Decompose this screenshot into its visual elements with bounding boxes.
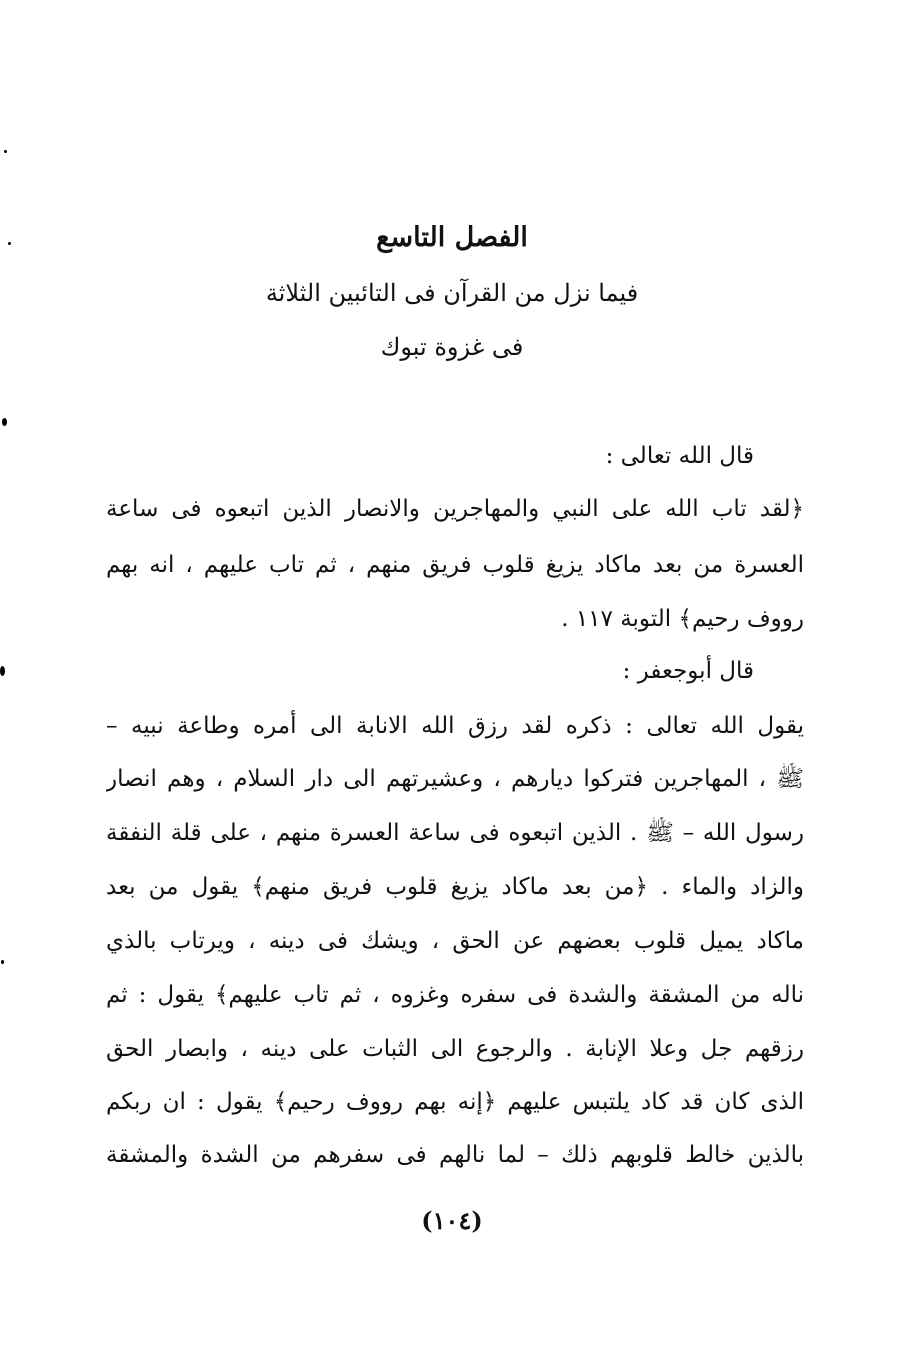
text-line: بالذين خالط قلوبهم ذلك – لما نالهم فى سفرهم من الشدة والمشقة bbox=[106, 1142, 804, 1168]
text-line: قال أبوجعفر : bbox=[622, 658, 754, 684]
text-line: ناله من المشقة والشدة فى سفره وغزوه ، ثم تاب عليهم﴾ يقول : ثم bbox=[106, 982, 804, 1008]
scan-speck bbox=[4, 150, 7, 153]
text-line: العسرة من بعد ماكاد يزيغ قلوب فريق منهم ، ثم تاب عليهم ، انه بهم bbox=[106, 552, 804, 578]
scan-speck bbox=[2, 418, 7, 426]
chapter-subtitle-line-1: فيما نزل من القرآن فى التائبين الثلاثة bbox=[265, 279, 639, 307]
text-line: رزقهم جل وعلا الإنابة . والرجوع الى الثبات على دينه ، وابصار الحق bbox=[106, 1036, 804, 1062]
scan-speck bbox=[8, 242, 11, 245]
text-line: قال الله تعالى : bbox=[605, 443, 754, 469]
text-line: يقول الله تعالى : ذكره لقد رزق الله الانابة الى أمره وطاعة نبيه – bbox=[106, 713, 804, 739]
text-line: والزاد والماء . ﴿من بعد ماكاد يزيغ قلوب فريق منهم﴾ يقول من بعد bbox=[106, 874, 804, 900]
text-line: ماكاد يميل قلوب بعضهم عن الحق ، ويشك فى دينه ، ويرتاب بالذي bbox=[106, 928, 804, 954]
text-line: رسول الله – ﷺ . الذين اتبعوه فى ساعة العسرة منهم ، على قلة النفقة bbox=[106, 820, 804, 846]
text-line: رووف رحيم﴾ التوبة ١١٧ . bbox=[561, 606, 804, 632]
scan-speck bbox=[0, 666, 5, 676]
scan-speck bbox=[1, 960, 4, 964]
chapter-title: الفصل التاسع bbox=[376, 222, 528, 253]
text-line: الذى كان قد كاد يلتبس عليهم ﴿إنه بهم رووف رحيم﴾ يقول : ان ربكم bbox=[106, 1089, 804, 1115]
page-number: (١٠٤) bbox=[421, 1206, 483, 1235]
text-line: ﴿لقد تاب الله على النبي والمهاجرين والانصار الذين اتبعوه فى ساعة bbox=[106, 496, 804, 522]
chapter-subtitle-line-2: فى غزوة تبوك bbox=[380, 333, 524, 361]
text-line: ﷺ ، المهاجرين فتركوا ديارهم ، وعشيرتهم الى دار السلام ، وهم انصار bbox=[106, 766, 804, 792]
